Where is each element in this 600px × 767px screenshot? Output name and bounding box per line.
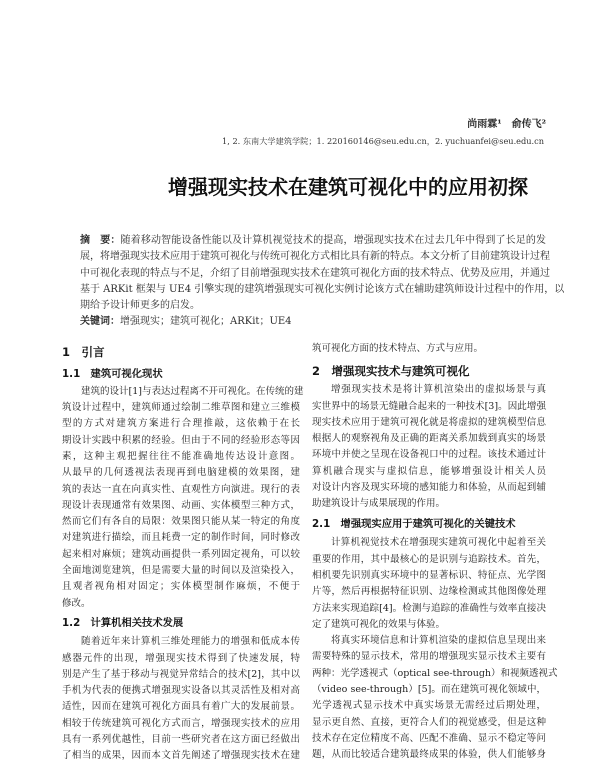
text-line: 现实技术应用于建筑可视化就是将虚拟的建筑模型信息	[312, 416, 546, 428]
text-line: （video see-through）[5]。而在建筑可视化领域中，	[312, 684, 546, 696]
paragraph-2-1-a	[312, 535, 546, 633]
section-heading-2: 2 增强现实技术与建筑可视化	[312, 364, 470, 379]
text-line: 定了建筑可视化的效果与体验。	[312, 618, 446, 630]
text-line: 具有一系列优越性，目前一些研究者在这方面已经做出	[62, 734, 300, 745]
text-line: 型的方式对建筑方案进行合理推敲，这依赖于在长	[62, 418, 300, 430]
text-line: 方法来实现追踪[4]。检测与追踪的准确性与效率直接决	[312, 602, 546, 614]
text-line: 且观者视角相对固定；实体模型制作麻烦，不便于	[62, 581, 300, 593]
subsection-heading-2-1: 2.1 增强现实应用于建筑可视化的关键技术	[312, 518, 516, 531]
text-line: 光学透视式显示技术中真实场景无需经过后期处理，	[312, 700, 546, 712]
text-line: 助建筑设计与成果展现的作用。	[312, 498, 446, 510]
text-line: 需要特殊的显示技术，常用的增强现实显示技术主要有	[312, 651, 546, 663]
text-line: 增强现实技术是将计算机渲染出的虚拟场景与真	[331, 384, 546, 396]
text-line: 环境中并使之呈现在设备视口中的过程。该技术通过计	[312, 449, 546, 461]
text-line: 全面地浏览建筑，但是需要大量的时间以及渲染投入，	[62, 565, 300, 577]
abstract-body	[80, 249, 565, 314]
text-line: 重要的作用，其中最核心的是识别与追踪技术。首先，	[312, 553, 546, 565]
section-heading-intro: 1 引言	[62, 345, 105, 359]
text-line: 展，将增强现实技术应用于建筑可视化与传统可视化方式相比具有新的特点。本文分析了目前建筑设计过程	[80, 251, 550, 263]
text-line: 对设计内容及现实环境的感知能力和体验，从而起到辅	[312, 482, 546, 494]
text-line: 片等，然后再根据特征识别、边缘检测或其他图像处理	[312, 586, 546, 598]
paragraph-1-2	[62, 634, 300, 764]
author-names: 尚雨霖¹ 俞传飞²	[467, 119, 546, 130]
paragraph-2	[312, 382, 546, 512]
abstract-text: 随着移动智能设备性能以及计算机视觉技术的提高，增强现实技术在过去几年中得到了长足的发	[120, 235, 547, 246]
text-line: 修改。	[62, 597, 91, 609]
text-line: 筑的表达一直在向真实性、直观性方向演进。现行的表	[62, 483, 300, 495]
abstract-label: 摘 要：	[80, 235, 121, 246]
text-line: 期给予设计师更多的启发。	[80, 300, 200, 312]
text-line: 随着近年来计算机三维处理能力的增强和低成本传	[81, 636, 300, 648]
text-line: 素，这种主观把握往往不能准确地传达设计意图。	[62, 450, 300, 462]
keywords-line	[80, 314, 546, 330]
paper-title: 增强现实技术在建筑可视化中的应用初探	[168, 175, 528, 199]
right-column	[312, 341, 558, 764]
paragraph-1-1	[62, 384, 304, 612]
text-line: 感器元件的出现，增强现实技术得到了快速发展，特	[62, 652, 300, 664]
text-line: 适性，因而在建筑可视化方面具有着广大的发展前景。	[62, 701, 300, 713]
abstract	[80, 233, 565, 331]
text-line: 计算机视觉技术在增强现实建筑可视化中起着至关	[331, 537, 546, 549]
text-line: 两种：光学透视式（optical see-through）和视频透视式	[312, 667, 558, 679]
text-line: 技术存在定位精度不高、匹配不准确、显示不稳定等问	[312, 732, 546, 744]
text-line: 题，从而比较适合建筑最终成果的体验，供人们能够身	[312, 749, 546, 761]
text-line: 实世界中的场景无缝融合起来的一种技术[3]。因此增强	[312, 400, 546, 412]
text-line: 相较于传统建筑可视化方式而言，增强现实技术的应用	[62, 717, 300, 729]
text-line: 期设计实践中积累的经验。但由于不同的经验形态等因	[62, 434, 300, 446]
text-line: 建筑的设计[1]与表达过程离不开可视化。在传统的建	[81, 385, 304, 397]
keywords-label: 关键词：	[80, 316, 120, 328]
text-line: 了相当的成果，因而本文首先阐述了增强现实技术在建	[62, 750, 300, 762]
text-line: 别是产生了基于移动与视觉异常结合的技术[2]，其中以	[62, 668, 300, 680]
text-line: 筑设计过程中，建筑师通过绘制二维草图和建立三维模	[62, 402, 300, 414]
text-line: 基于 ARKit 框架与 UE4 引擎实现的建筑增强现实可视化实例讨论该方式在辅助建筑师设计过程中的作用，以	[80, 283, 565, 295]
abstract-first-line	[80, 233, 546, 249]
text-line: 筑可视化方面的技术特点、方式与应用。	[312, 342, 484, 354]
text-line: 对建筑进行描绘，而且耗费一定的制作时间，同时修改	[62, 532, 300, 544]
subsection-heading-1-1: 1.1 建筑可视化现状	[62, 367, 163, 380]
text-line: 中可视化表现的特点与不足，介绍了目前增强现实技术在建筑可视化方面的技术特点、优势及应用，并通过	[80, 267, 550, 279]
text-line: 显示更自然、直接，更符合人们的视觉感受，但是这种	[312, 716, 546, 728]
text-line: 从最早的几何透视法表现再到电脑建模的效果图，建	[62, 467, 300, 479]
paragraph-continued	[312, 341, 546, 357]
text-line: 手机为代表的便携式增强现实设备以其灵活性及相对高	[62, 685, 300, 697]
text-line: 现设计表现通常有效果图、动画、实体模型三种方式，	[62, 499, 300, 511]
text-line: 然而它们有各自的局限：效果图只能从某一特定的角度	[62, 516, 300, 528]
keywords-text: 增强现实；建筑可视化；ARKit；UE4	[120, 316, 292, 328]
text-line: 根据人的观察视角及正确的距离关系加载到真实的场景	[312, 433, 546, 445]
text-line: 起来相对麻烦；建筑动画提供一系列固定视角，可以较	[62, 548, 300, 560]
text-line: 将真实环境信息和计算机渲染的虚拟信息呈现出来	[331, 635, 546, 647]
text-line: 相机要先识别真实环境中的显著标识、特征点、光学图	[312, 569, 546, 581]
paragraph-2-1-b	[312, 633, 558, 763]
author-affiliation: 1, 2. 东南大学建筑学院；1. 220160146@seu.edu.cn，2. yuchuanfei@seu.edu.cn	[222, 136, 544, 146]
text-line: 算机融合现实与虚拟信息，能够增强设计相关人员	[312, 465, 546, 477]
subsection-heading-1-2: 1.2 计算机相关技术发展	[62, 617, 184, 630]
left-column	[62, 344, 304, 765]
